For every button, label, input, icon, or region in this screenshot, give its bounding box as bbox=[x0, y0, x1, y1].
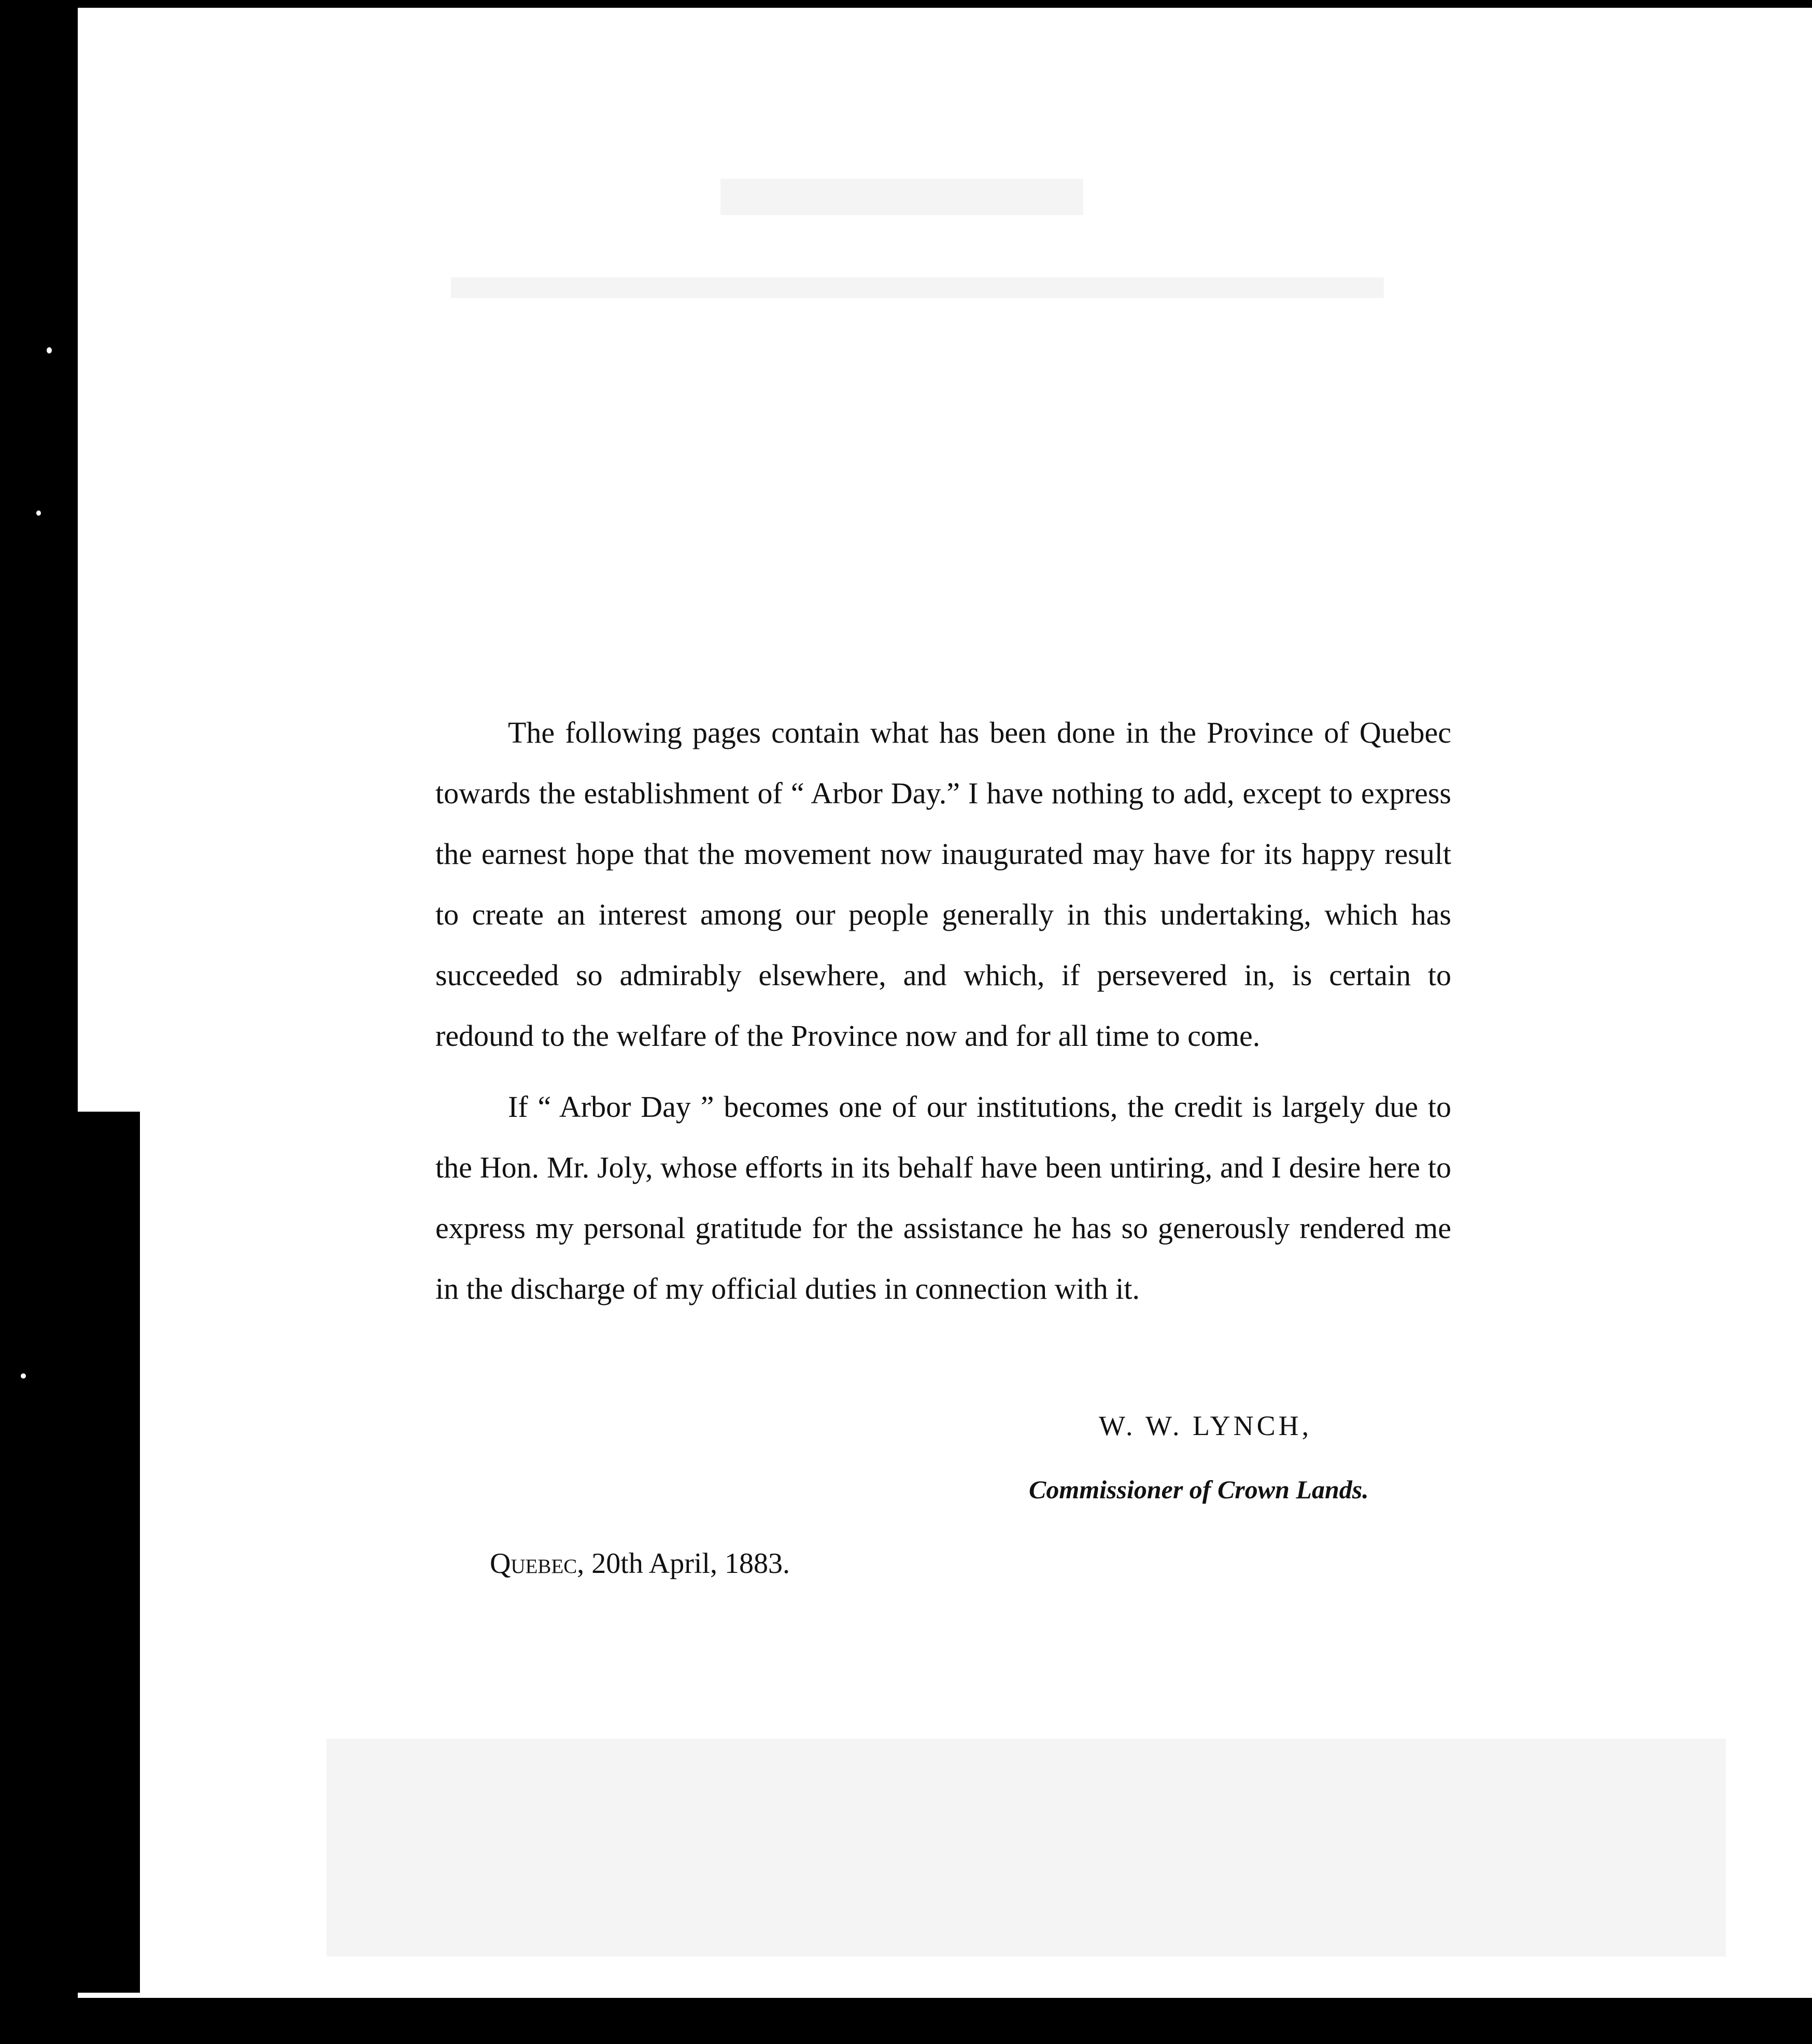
paragraph: If “ Arbor Day ” becomes one of our institutions, the credit is largely due to the Hon. Mr. Joly, whose efforts in its behalf have been untiring, and I desire here to express my personal gratitude for the assistance he has so generously rendered me in the discharge of my official duties in connection with it. bbox=[435, 1090, 1451, 1305]
signature-title: Commissioner of Crown Lands. bbox=[1029, 1475, 1369, 1504]
scan-speck bbox=[36, 510, 41, 516]
dateline bbox=[490, 1547, 790, 1580]
date-text: 20th April, 1883. bbox=[584, 1548, 790, 1580]
scan-edge bbox=[78, 1112, 140, 1993]
letter-body bbox=[435, 702, 1451, 1319]
bleed-through-lower bbox=[327, 1739, 1726, 1956]
date-place: Quebec, bbox=[490, 1548, 585, 1580]
paragraph: The following pages contain what has been done in the Province of Quebec towards the establishment of “ Arbor Day.” I have nothing to add, except to express the earnest hope that the movement now inaugurated may have for its happy result to create an interest among our people generally in this undertaking, which has succeeded so admirably elsewhere, and which, if persevered in, is certain to redound to the welfare of the Province now and for all time to come. bbox=[435, 716, 1451, 1053]
bleed-through-heading bbox=[720, 179, 1083, 215]
scan-speck bbox=[21, 1373, 26, 1379]
bleed-through-subheading bbox=[451, 277, 1384, 298]
scan-speck bbox=[47, 347, 52, 353]
signature-name: W. W. LYNCH, bbox=[1099, 1410, 1312, 1441]
